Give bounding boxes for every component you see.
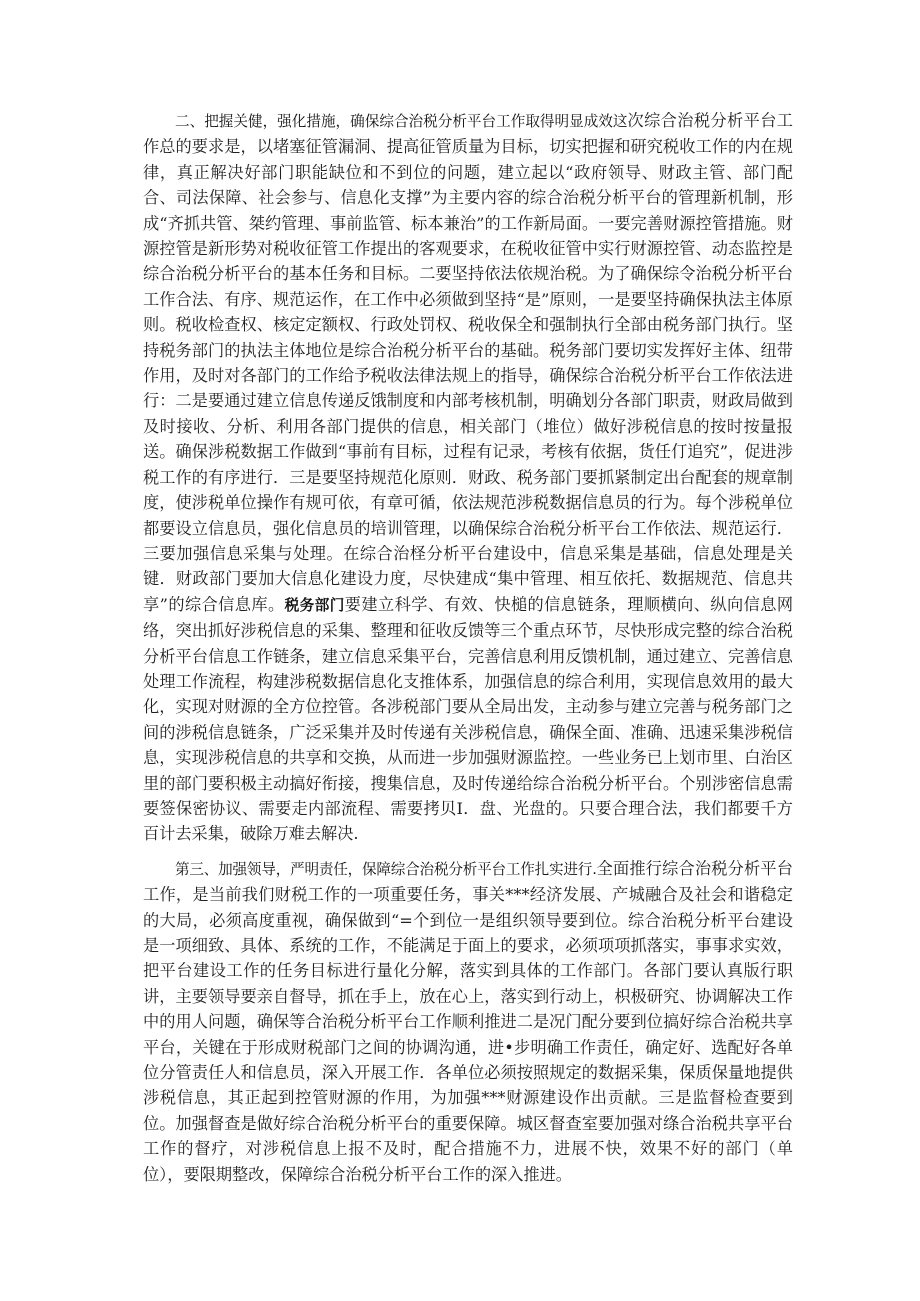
section-two-heading: 二、把握关健，强化措施，确保综合治税分析平台工作取得明显成效这: [175, 113, 628, 130]
document-body: [143, 108, 793, 1187]
section-three-heading: 第三、加强领导，严明责任，保障综合治税分析平台工作扎实进行.: [175, 860, 597, 878]
section-two-bold-term: 税务部门: [284, 596, 345, 614]
paragraph-section-three: [143, 856, 793, 1187]
section-two-text-continued: 要建立科学、有效、快槌的信息链条，理顺横向、纵向信息网络，突出抓好涉税信息的采集、整理和征收反馈等三个重点环节，尽快形成完整的综合治税分析平台信息工作链条，建立信息采集平台，完善信息利用反馈机制，通过建立、完善信息处理工作流程，构建涉税数据信息化支推体系，加强信息的综合利用，实现信息效用的最大化，实现对财源的全方位控管。各涉税部门要从全局出发，主动参与建立完善与税务部门之间的涉税信息链条，广泛采集并及时传递有关涉税信息，确保全面、准确、迅速采集涉税信息，实现涉税信息的共享和交换，从而进一步加强财源监控。一些业务已上划市里、白治区里的部门要积极主动搞好衔接，搜集信息，及时传递给综合治税分析平台。个别涉密信息需要签保密协议、需要走内部流程、需要拷贝I．盘、光盘的。只要合理合法，我们都要千方百计去采集，破除万难去解决.: [143, 594, 794, 844]
paragraph-section-two: [143, 108, 793, 847]
section-two-text: 次综合治税分析平台工作总的要求是，以堵塞征管漏洞、提高征管质量为目标，切实把握和研究税收工作的内在规律，真正解决好部门职能缺位和不到位的问题，建立起以“政府领导、财政主管、部门配合、司法保障、社会参与、信息化支撑”为主要内容的综合治税分析平台的管理新机制，形成“齐抓共管、桀约管理、事前监管、标本兼治”的工作新局面。一要完善财源控管措施。财源控管是新形势对税收征管工作提出的客观要求，在税收征管中实行财源控管、动态监控是综合治税分析平台的基本任务和目标。二要坚持依法依规治税。为了确保综令治税分析平台工作合法、有序、规范运作，在工作中必须做到坚持“是”原则，一是要坚持确保执法主体原则。税收检查权、核定定额权、行政处罚权、税收保全和强制执行全部由税务部门执行。坚持税务部门的执法主体地位是综合治税分析平台的基础。税务部门要切实发挥好主体、纽带作用，及时对各部门的工作给予税收法律法规上的指导，确保综合治税分析平台工作依法进行：二是要通过建立信息传递反饿制度和内部考核机制，明确划分各部门职责，财政局做到及时接收、分析、利用各部门提供的信息，相关部门（堆位）做好涉税信息的按时按量报送。确保涉税数据工作做到“事前有目标，过程有记录，考核有依据，货任仃追究”，促进涉税工作的有序进行．三是要坚持规范化原则．财政、税务部门要抓紧制定出台配套的规章制度，使涉税单位操作有规可依，有章可循，依法规范涉税数据信息员的行为。每个涉税单位都要设立信息员，强化信息员的培训管理，以确保综合治税分析平台工作依法、规范运行．三要加强信息采集与处理。在综合治柽分析平台建设中，信息采集是基础，信息处理是关键．财政部门要加大信息化建设力度，尽快建成“集中管理、相互依托、数据规范、信息共享”的综合信息库。: [143, 111, 793, 614]
section-three-text: 全面推行综合治税分析平台工作，是当前我们财税工作的一项重要任务，事关***经济发展、产城融合及社会和谐稳定的大局，必须高度重视，确保做到“=个到位一是组织领导要到位。综合治税分析平台建设是一项细致、具体、系统的工作，不能满足于面上的要求，必须项项抓落实，事事求实效，把平台建设工作的任务目标进行量化分解，落实到具体的工作部门。各部门要认真版行职讲，主要领导要亲自督导，抓在手上，放在心上，落实到行动上，枳极研究、协调解决工作中的用人问题，确保等合治税分析平台工作顺利推进二是况门配分要到位搞好综合治税共享平台，关键在于形成财税部门之间的协调沟通，进•步明确工作责任，确定好、选配好各单位分管责任人和信息员，深入开展工作．各单位必须按照规定的数据采集，保质保量地提供涉税信息，其正起到控管财源的作用，为加强***财源建设作出贡献。三是监督检查要到位。加强督查是做好综合治税分析平台的重要保障。城区督查室要加强对绦合治税共享平台工作的督疗，对涉税信息上报不及时，配合措施不力，进展不快，效果不好的部门（单位），要限期整改，保障综合治税分析平台工作的深入推进。: [143, 858, 793, 1184]
